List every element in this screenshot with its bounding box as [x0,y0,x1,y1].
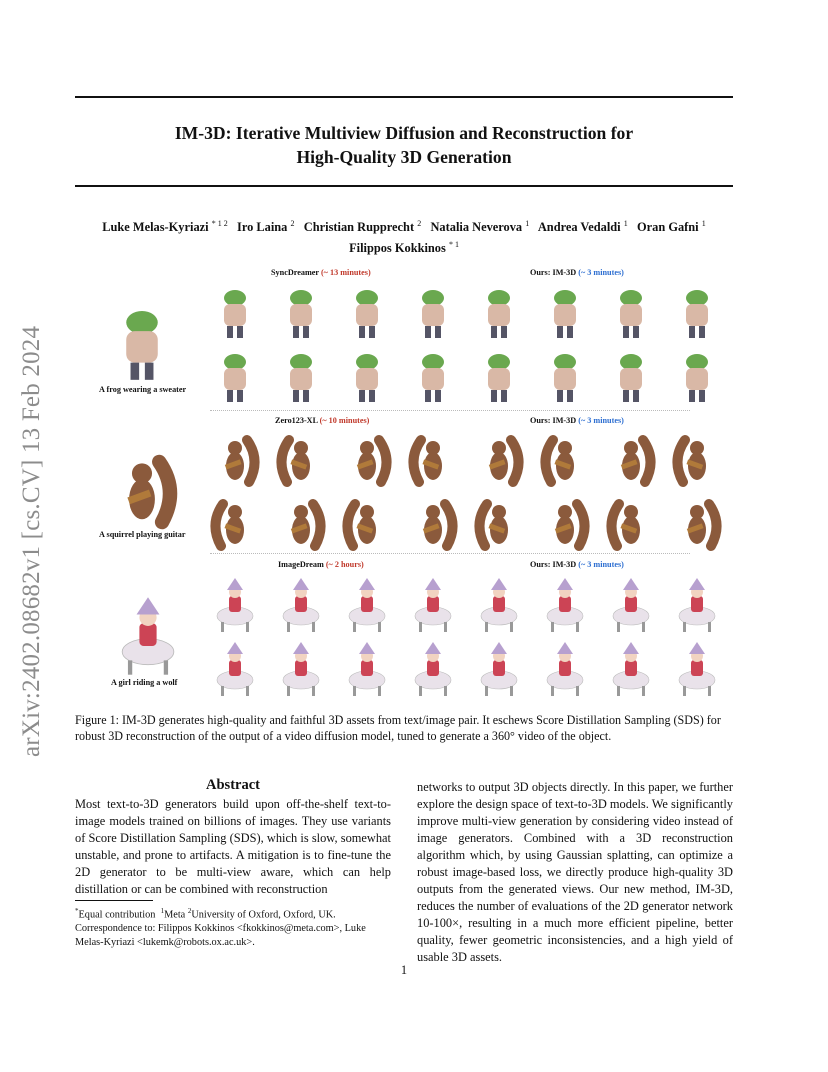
baseline-view-thumbnail [205,494,265,556]
ours-view-thumbnail [535,574,595,636]
ours-view-thumbnail [535,494,595,556]
baseline-view-thumbnail [337,430,397,492]
author-affil: 1 [701,219,706,228]
prompt-image [99,298,185,390]
baseline-label: SyncDreamer (~ 13 minutes) [271,268,371,277]
baseline-view-thumbnail [337,494,397,556]
baseline-view-thumbnail [205,430,265,492]
ours-view-thumbnail [535,638,595,700]
author-affil: 2 [290,219,295,228]
ours-view-thumbnail [469,346,529,408]
author-affil: * 1 2 [211,219,228,228]
ours-view-thumbnail [535,346,595,408]
figure-caption: Figure 1: IM-3D generates high-quality and faithful 3D assets from text/image pair. It eschews Score Distillation Sampling (SDS) for robust 3D reconstruction of the output of a video diffusion model, tuned to generate a 360° video of the object. [75,713,721,743]
baseline-view-thumbnail [337,282,397,344]
figure-1 [75,264,733,704]
prompt-image [99,446,185,538]
baseline-view-thumbnail [403,638,463,700]
baseline-view-thumbnail [403,494,463,556]
baseline-view-thumbnail [271,282,331,344]
ours-view-thumbnail [601,282,661,344]
ours-view-thumbnail [469,494,529,556]
baseline-view-thumbnail [271,430,331,492]
baseline-view-thumbnail [403,430,463,492]
author: Natalia Neverova [430,220,523,235]
ours-view-thumbnail [535,282,595,344]
baseline-view-thumbnail [205,638,265,700]
ours-view-thumbnail [667,638,727,700]
baseline-view-thumbnail [271,494,331,556]
author-affil: 1 [525,219,530,228]
abstract-text-right: networks to output 3D objects directly. In this paper, we further explore the design space of text-to-3D models. We significantly improve multi-view generation by considering video instead of image generators. Combined with a 3D reconstruction algorithm which, by using Gaussian splatting, can optimize a robust image-based loss, we directly produce high-quality 3D outputs from the generated views. Our new method, IM-3D, reduces the number of evaluations of the 2D generator network 10-100×, resulting in a much more efficient pipeline, better quality, fewer geometric inconsistencies, and a high yield of usable 3D assets. [417,780,733,964]
baseline-view-thumbnail [337,346,397,408]
ours-view-thumbnail [601,638,661,700]
baseline-view-thumbnail [337,574,397,636]
author: Filippos Kokkinos [349,241,446,256]
ours-view-thumbnail [667,282,727,344]
author: Luke Melas-Kyriazi [102,220,209,235]
footnote-marker: * [75,907,79,915]
ours-view-thumbnail [667,574,727,636]
prompt-image [105,590,191,682]
title-bottom-rule [75,185,733,187]
prompt-label: A girl riding a wolf [111,678,178,687]
affil-oxford: University of Oxford, Oxford, UK. [191,909,336,921]
correspondence: Correspondence to: Filippos Kokkinos <fkokkinos@meta.com>, Luke Melas-Kyriazi <lukemk@robots.ox.ac.uk>. [75,923,366,949]
ours-view-thumbnail [601,430,661,492]
author: Andrea Vedaldi [537,220,621,235]
ours-view-thumbnail [469,638,529,700]
author-list [72,215,736,257]
equal-contribution: Equal contribution [78,909,156,921]
title-line-2: High-Quality 3D Generation [296,147,512,167]
baseline-view-thumbnail [403,574,463,636]
baseline-view-thumbnail [337,638,397,700]
baseline-view-thumbnail [205,346,265,408]
baseline-view-thumbnail [205,282,265,344]
ours-view-thumbnail [601,494,661,556]
prompt-label: A squirrel playing guitar [99,530,186,539]
baseline-label: Zero123-XL (~ 10 minutes) [275,416,370,425]
ours-label: Ours: IM-3D (~ 3 minutes) [530,560,624,569]
author-affil: * 1 [448,240,459,250]
baseline-view-thumbnail [271,638,331,700]
ours-view-thumbnail [469,282,529,344]
baseline-view-thumbnail [403,346,463,408]
author: Iro Laina [237,220,288,235]
baseline-view-thumbnail [403,282,463,344]
row-separator [210,410,690,411]
ours-view-thumbnail [667,494,727,556]
ours-view-thumbnail [601,346,661,408]
abstract-text-left: Most text-to-3D generators build upon off-the-shelf text-to-image models trained on billions of images. They use variants of Score Distillation Sampling (SDS), which is slow, somewhat unstable, and prone to artifacts. A mitigation is to fine-tune the 2D generator to be multi-view aware, which can help distillation or can be combined with reconstruction [75,797,391,896]
author: Oran Gafni [637,220,699,235]
arxiv-stamp: arXiv:2402.08682v1 [cs.CV] 13 Feb 2024 [18,325,45,757]
page-number: 1 [400,963,408,977]
footnote [75,904,395,950]
ours-view-thumbnail [667,430,727,492]
affil-mark: 1 [160,907,165,915]
affil-meta: Meta [164,909,186,921]
author: Christian Rupprecht [303,220,415,235]
paper-title [75,121,733,169]
title-line-1: IM-3D: Iterative Multiview Diffusion and Reconstruction for [174,123,634,143]
ours-view-thumbnail [469,430,529,492]
ours-view-thumbnail [535,430,595,492]
ours-view-thumbnail [667,346,727,408]
baseline-view-thumbnail [205,574,265,636]
footnote-rule [75,900,153,901]
affil-mark: 2 [187,907,192,915]
abstract-title: Abstract [206,777,260,793]
baseline-view-thumbnail [271,346,331,408]
prompt-label: A frog wearing a sweater [99,385,187,394]
baseline-label: ImageDream (~ 2 hours) [278,560,364,569]
ours-label: Ours: IM-3D (~ 3 minutes) [530,268,624,277]
baseline-view-thumbnail [271,574,331,636]
ours-view-thumbnail [469,574,529,636]
author-affil: 2 [417,219,422,228]
ours-label: Ours: IM-3D (~ 3 minutes) [530,416,624,425]
top-rule [75,96,733,98]
author-affil: 1 [623,219,628,228]
ours-view-thumbnail [601,574,661,636]
